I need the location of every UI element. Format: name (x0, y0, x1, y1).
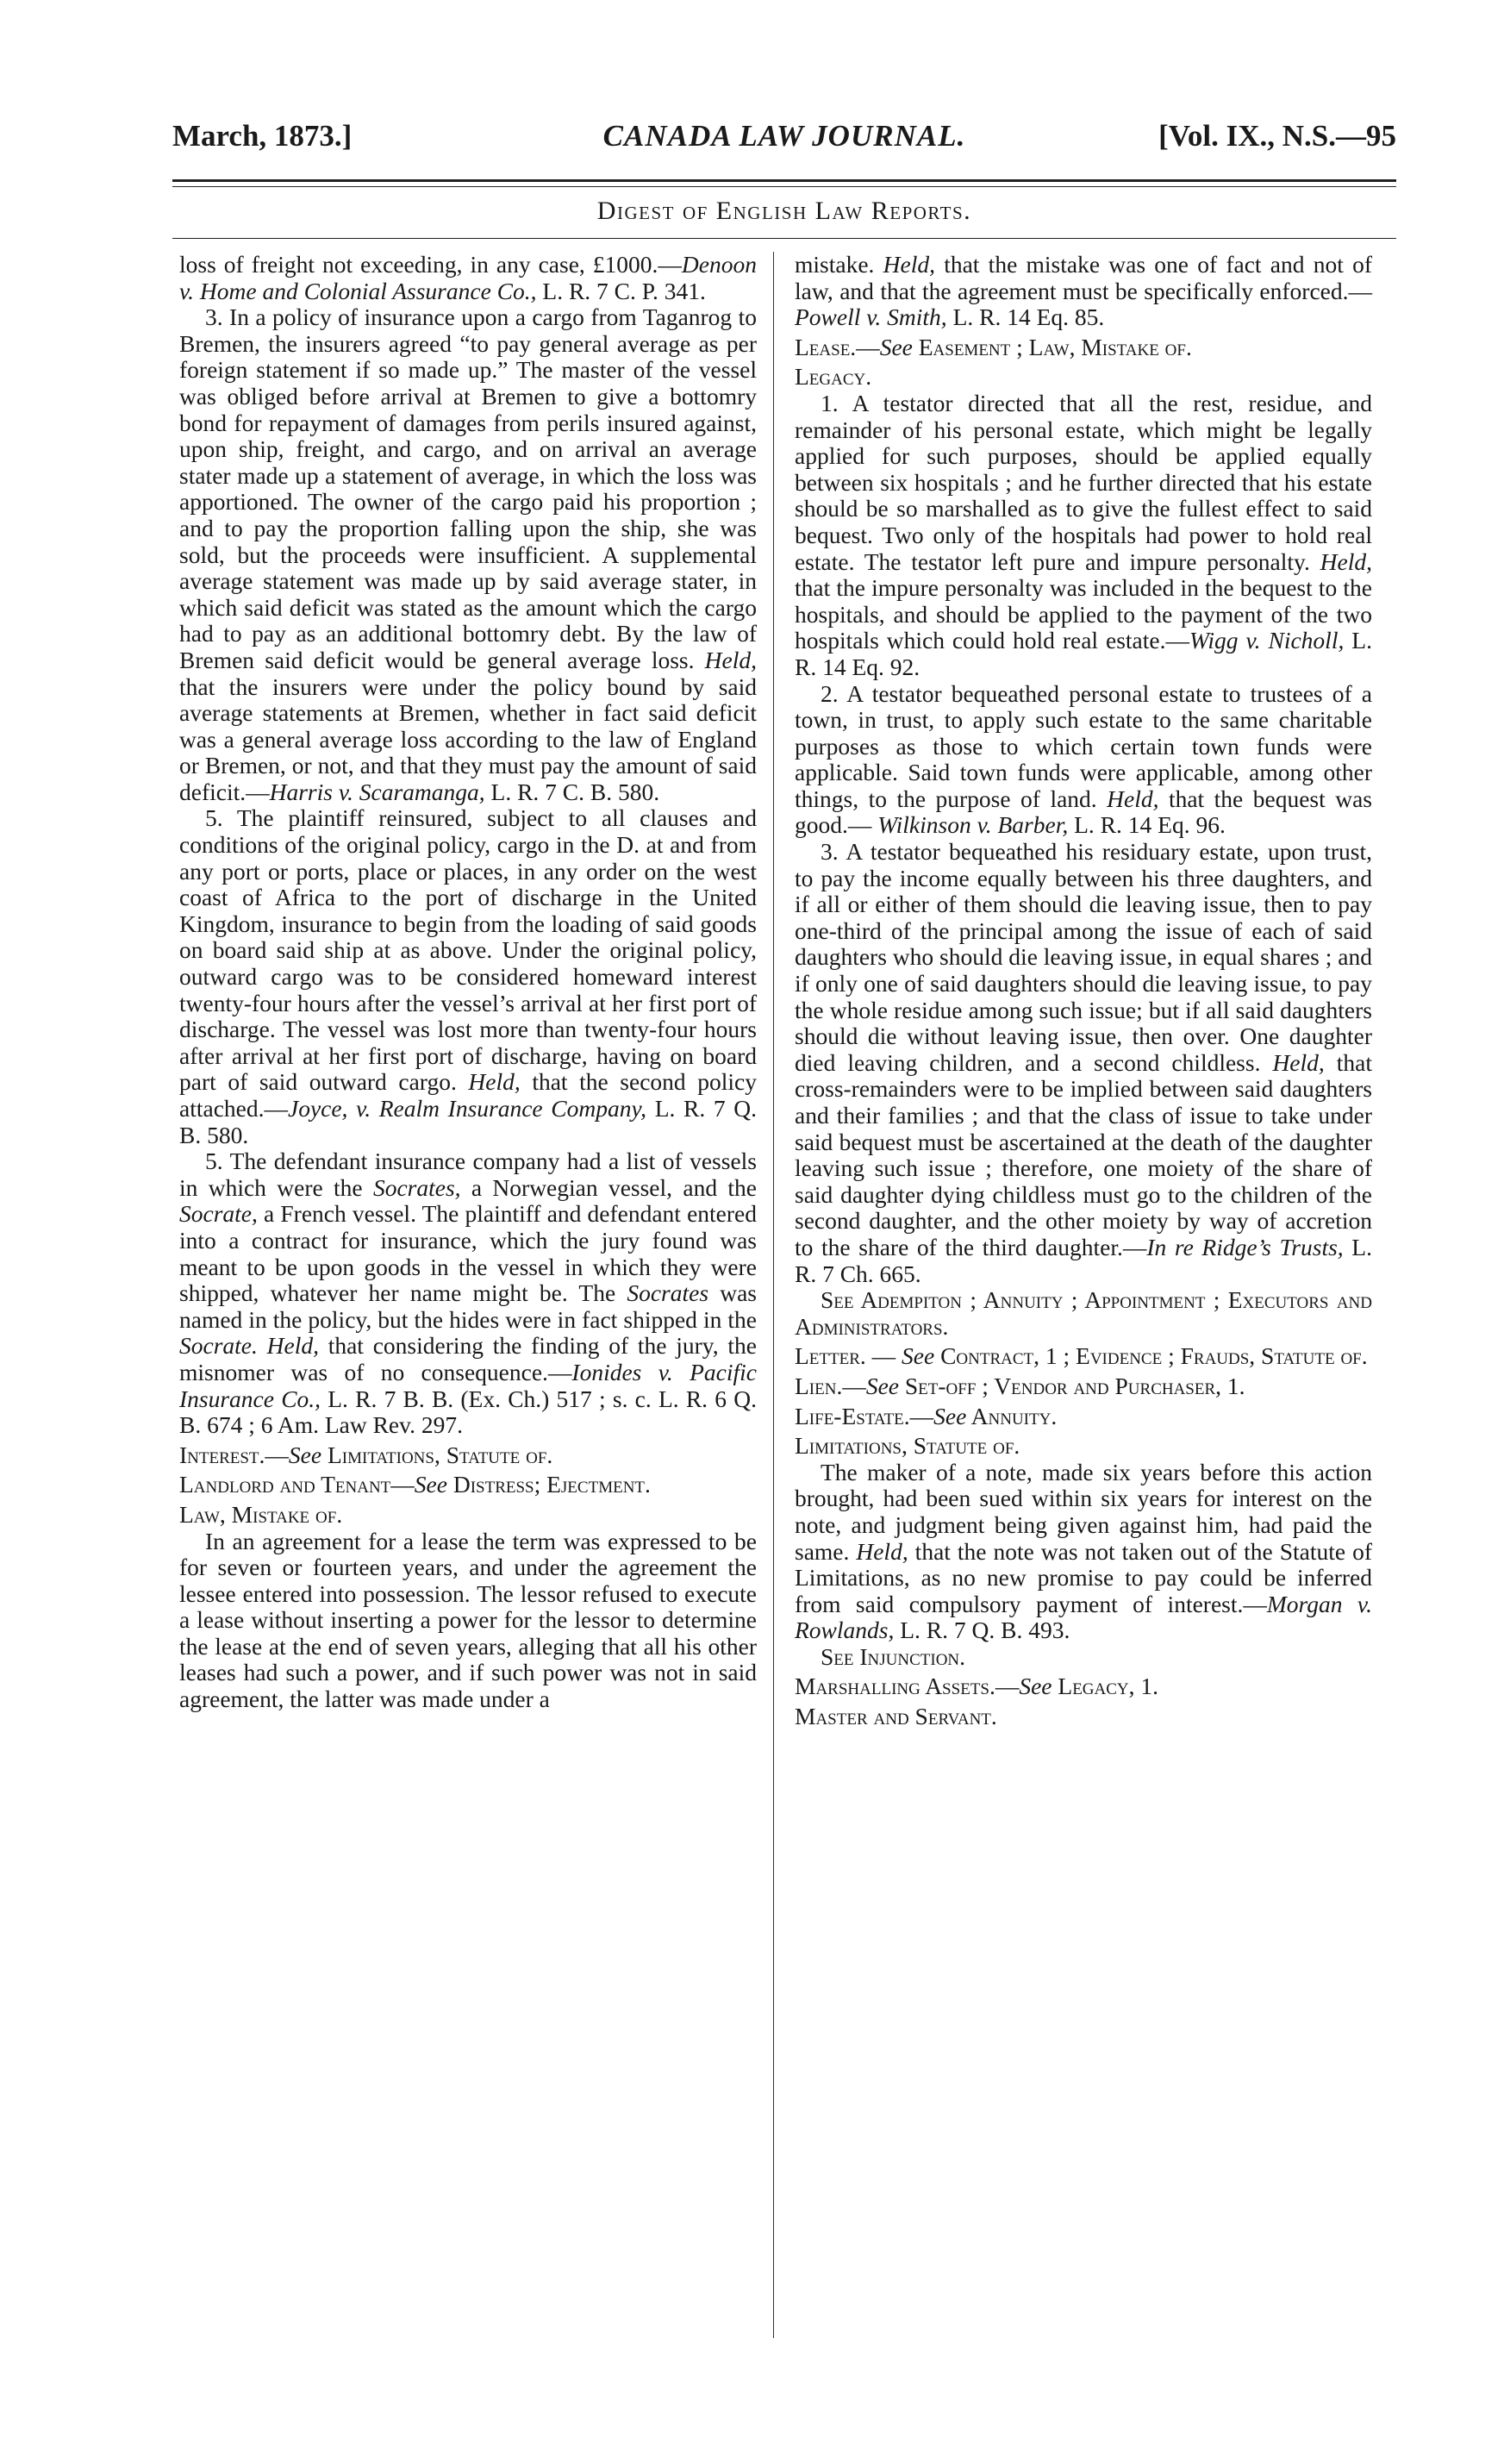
legacy-see-also: See Adempiton ; Annuity ; Appointment ; Executors and Administrators. (795, 1286, 1372, 1340)
volume-page: [Vol. IX., N.S.—95 (1158, 119, 1396, 153)
left-column (179, 252, 757, 1713)
entry-denoon: loss of freight not exceeding, in any case, £1000.—Denoon v. Home and Colonial Assurance Co., L. R. 7 C. P. 341. (179, 251, 757, 304)
limitations-see-also: See Injunction. (821, 1642, 966, 1670)
heading-life-estate: Life-Estate.—See Annuity. (795, 1402, 1058, 1429)
entry-morgan: The maker of a note, made six years before this action brought, had been sued within six years for interest on the note, and judgment being given against him, had paid the same. Held, that the note was not taken out of the Statute of Limitations, as no new promise to pay could be inferred from said compulsory payment of interest.—Morgan v. Rowlands, L. R. 7 Q. B. 493. (795, 1458, 1372, 1644)
entry-harris: 3. In a policy of insurance upon a cargo from Taganrog to Bremen, the insurers agreed “to pay general average as per foreign statement if so made up.” The master of the vessel was obliged before arrival at Bremen to give a bottomry bond for repayment of damages from perils insured against, upon ship, freight, and cargo, and on arrival an average stater made up a statement of average, in which the loss was apportioned. The owner of the cargo paid his proportion ; and to pay the proportion falling upon the ship, she was sold, but the proceeds were insufficient. A supplemental average statement was made up by said average stater, in which said deficit was stated as the amount which the cargo had to pay as an additional bottomry debt. By the law of Bremen said deficit would be general average loss. Held, that the insurers were under the policy bound by said average statements at Bremen, whether in fact said deficit was a general average loss according to the law of England or Bremen, or not, and that they must pay the amount of said deficit.—Harris v. Scaramanga, L. R. 7 C. B. 580. (179, 303, 757, 805)
heading-law-mistake: Law, Mistake of. (179, 1500, 343, 1528)
heading-limitations: Limitations, Statute of. (795, 1432, 1020, 1460)
heading-letter: Letter. — See Contract, 1 ; Evidence ; Frauds, Statute of. (795, 1342, 1368, 1370)
entry-ridge: 3. A testator bequeathed his residuary estate, upon trust, to pay the income equally between his three daughters, and if all or either of them should die leaving issue, then to pay one-third of the principal among the issue of each of said daughters who should die leaving issue, in equal shares ; and if only one of said daughters should die leaving issue, to pay the whole residue among such issue; but if all said daughters should die without leaving issue, then over. One daughter died leaving children, and a second childless. Held, that cross-remainders were to be implied between said daughters and their families ; and that the class of issue to take under said bequest must be ascertained at the death of the daughter leaving such issue ; therefore, one moiety of the share of said daughter dying childless must go to the children of the second daughter, and the other moiety by way of accretion to the share of the third daughter.—In re Ridge’s Trusts, L. R. 7 Ch. 665. (795, 838, 1372, 1287)
entry-wigg: 1. A testator directed that all the rest, residue, and remainder of his personal estate, which might be legally applied for such purposes, should be applied equally between six hospitals ; and he further directed that his estate should be so marshalled as to give the fullest effect to said bequest. Two only of the hospitals had power to hold real estate. The testator left pure and impure personalty. Held, that the impure personalty was included in the bequest to the hospitals, and should be applied to the payment of the two hospitals which could hold real estate.—Wigg v. Nicholl, L. R. 14 Eq. 92. (795, 389, 1372, 680)
page-header (172, 119, 1396, 164)
header-rule-thick (172, 179, 1396, 182)
heading-legacy: Legacy. (795, 363, 872, 391)
entry-law-mistake: In an agreement for a lease the term was expressed to be for seven or fourteen years, and under the agreement the lessee entered into possession. The lessor refused to execute a lease without inserting a power for the lessor to determine the lease at the end of seven years, alleging that all his other leases had such a power, and if such power was not in said agreement, the latter was made under a (179, 1527, 757, 1713)
header-date: March, 1873.] (172, 119, 353, 153)
entry-ionides: 5. The defendant insurance company had a list of vessels in which were the Socrates, a Norwegian vessel, and the Socrate, a French vessel. The plaintiff and defendant entered into a contract for insurance, which the jury found was meant to be upon goods in the vessel in which they were shipped, whatever her name might be. The Socrates was named in the policy, but the hides were in fact shipped in the Socrate. Held, that considering the finding of the jury, the misnomer was of no consequence.—Ionides v. Pacific Insurance Co., L. R. 7 B. B. (Ex. Ch.) 517 ; s. c. L. R. 6 Q. B. 674 ; 6 Am. Law Rev. 297. (179, 1148, 757, 1439)
column-divider (773, 252, 774, 2338)
section-rule (172, 238, 1396, 239)
heading-lien: Lien.—See Set-off ; Vendor and Purchaser, 1. (795, 1372, 1245, 1399)
entry-joyce: 5. The plaintiff reinsured, subject to all clauses and conditions of the original policy, cargo in the D. at and from any port or ports, place or places, in any order on the west coast of Africa to the port of discharge in the United Kingdom, insurance to begin from the loading of said goods on board said ship at as above. Under the original policy, outward cargo was to be considered homeward interest twenty-four hours after the vessel’s arrival at her first port of discharge. The vessel was lost more than twenty-four hours after arrival at her first port of discharge, having on board part of said outward cargo. Held, that the second policy attached.—Joyce, v. Realm Insurance Company, L. R. 7 Q. B. 580. (179, 804, 757, 1148)
entry-powell: mistake. Held, that the mistake was one of fact and not of law, and that the agreement must be specifically enforced.—Powell v. Smith, L. R. 14 Eq. 85. (795, 251, 1372, 331)
heading-master-servant: Master and Servant. (795, 1703, 997, 1730)
heading-interest: Interest.—See Limitations, Statute of. (179, 1441, 553, 1468)
heading-lease: Lease.—See Easement ; Law, Mistake of. (795, 333, 1192, 360)
heading-landlord: Landlord and Tenant—See Distress; Ejectment. (179, 1471, 651, 1498)
section-title: Digest of English Law Reports. (596, 197, 972, 225)
header-rule-thin (172, 186, 1396, 187)
journal-title: CANADA LAW JOURNAL. (602, 119, 966, 153)
heading-marshalling: Marshalling Assets.—See Legacy, 1. (795, 1673, 1159, 1700)
entry-wilkinson: 2. A testator bequeathed personal estate to trustees of a town, in trust, to apply such estate to the same charitable purposes as those to which certain town funds were applicable. Said town funds were applicable, among other things, to the purpose of land. Held, that the bequest was good.— Wilkinson v. Barber, L. R. 14 Eq. 96. (795, 679, 1372, 839)
right-column (795, 252, 1372, 1730)
